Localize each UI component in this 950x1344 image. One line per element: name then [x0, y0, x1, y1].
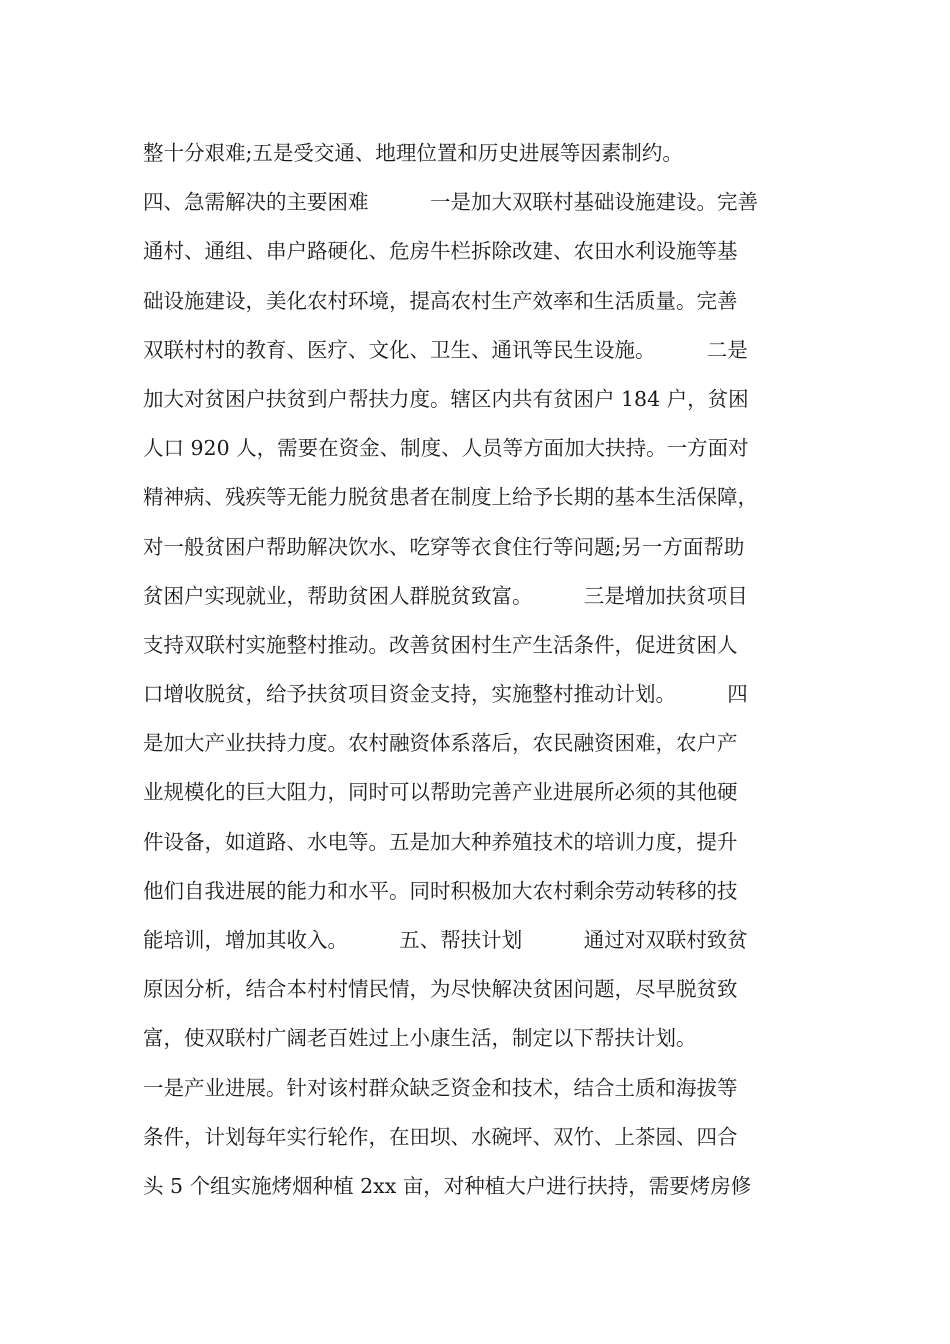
text-line: 通村、通组、串户路硬化、危房牛栏拆除改建、农田水利设施等基	[143, 239, 738, 264]
text-line: 人口 920 人，需要在资金、制度、人员等方面加大扶持。一方面对	[143, 436, 749, 461]
text-line: 支持双联村实施整村推动。改善贫困村生产生活条件，促进贫困人	[143, 632, 738, 657]
text-line: 业规模化的巨大阻力，同时可以帮助完善产业进展所必须的其他硬	[143, 780, 738, 805]
text-line: 整十分艰难;五是受交通、地理位置和历史进展等因素制约。	[143, 141, 683, 165]
text-line: 件设备，如道路、水电等。五是加大种养殖技术的培训力度，提升	[143, 829, 738, 854]
text-line: 头 5 个组实施烤烟种植 2xx 亩，对种植大户进行扶持，需要烤房修	[143, 1173, 752, 1198]
text-line: 一是产业进展。针对该村群众缺乏资金和技术，结合土质和海拔等	[143, 1075, 738, 1100]
text-line: 精神病、残疾等无能力脱贫患者在制度上给予长期的基本生活保障，	[143, 485, 758, 510]
text-line: 富，使双联村广阔老百姓过上小康生活，制定以下帮扶计划。	[143, 1026, 697, 1051]
body-text	[143, 129, 823, 1211]
text-line: 贫困户实现就业，帮助贫困人群脱贫致富。 三是增加扶贫项目	[143, 583, 748, 608]
text-line: 是加大产业扶持力度。农村融资体系落后，农民融资困难，农户产	[143, 731, 738, 756]
text-line: 口增收脱贫，给予扶贫项目资金支持，实施整村推动计划。 四	[143, 682, 748, 707]
text-line: 四、急需解决的主要困难 一是加大双联村基础设施建设。完善	[143, 190, 758, 215]
text-line: 对一般贫困户帮助解决饮水、吃穿等衣食住行等问题;另一方面帮助	[143, 534, 745, 559]
text-line: 原因分析，结合本村村情民情，为尽快解决贫困问题，尽早脱贫致	[143, 977, 738, 1002]
text-line: 础设施建设，美化农村环境，提高农村生产效率和生活质量。完善	[143, 288, 738, 313]
text-line: 条件，计划每年实行轮作，在田坝、水碗坪、双竹、上茶园、四合	[143, 1124, 738, 1149]
text-line: 能培训，增加其收入。 五、帮扶计划 通过对双联村致贫	[143, 928, 748, 952]
text-line: 加大对贫困户扶贫到户帮扶力度。辖区内共有贫困户 184 户，贫困	[143, 386, 749, 411]
text-line: 双联村村的教育、医疗、文化、卫生、通讯等民生设施。 二是	[143, 337, 748, 362]
text-line: 他们自我进展的能力和水平。同时积极加大农村剩余劳动转移的技	[143, 878, 738, 903]
